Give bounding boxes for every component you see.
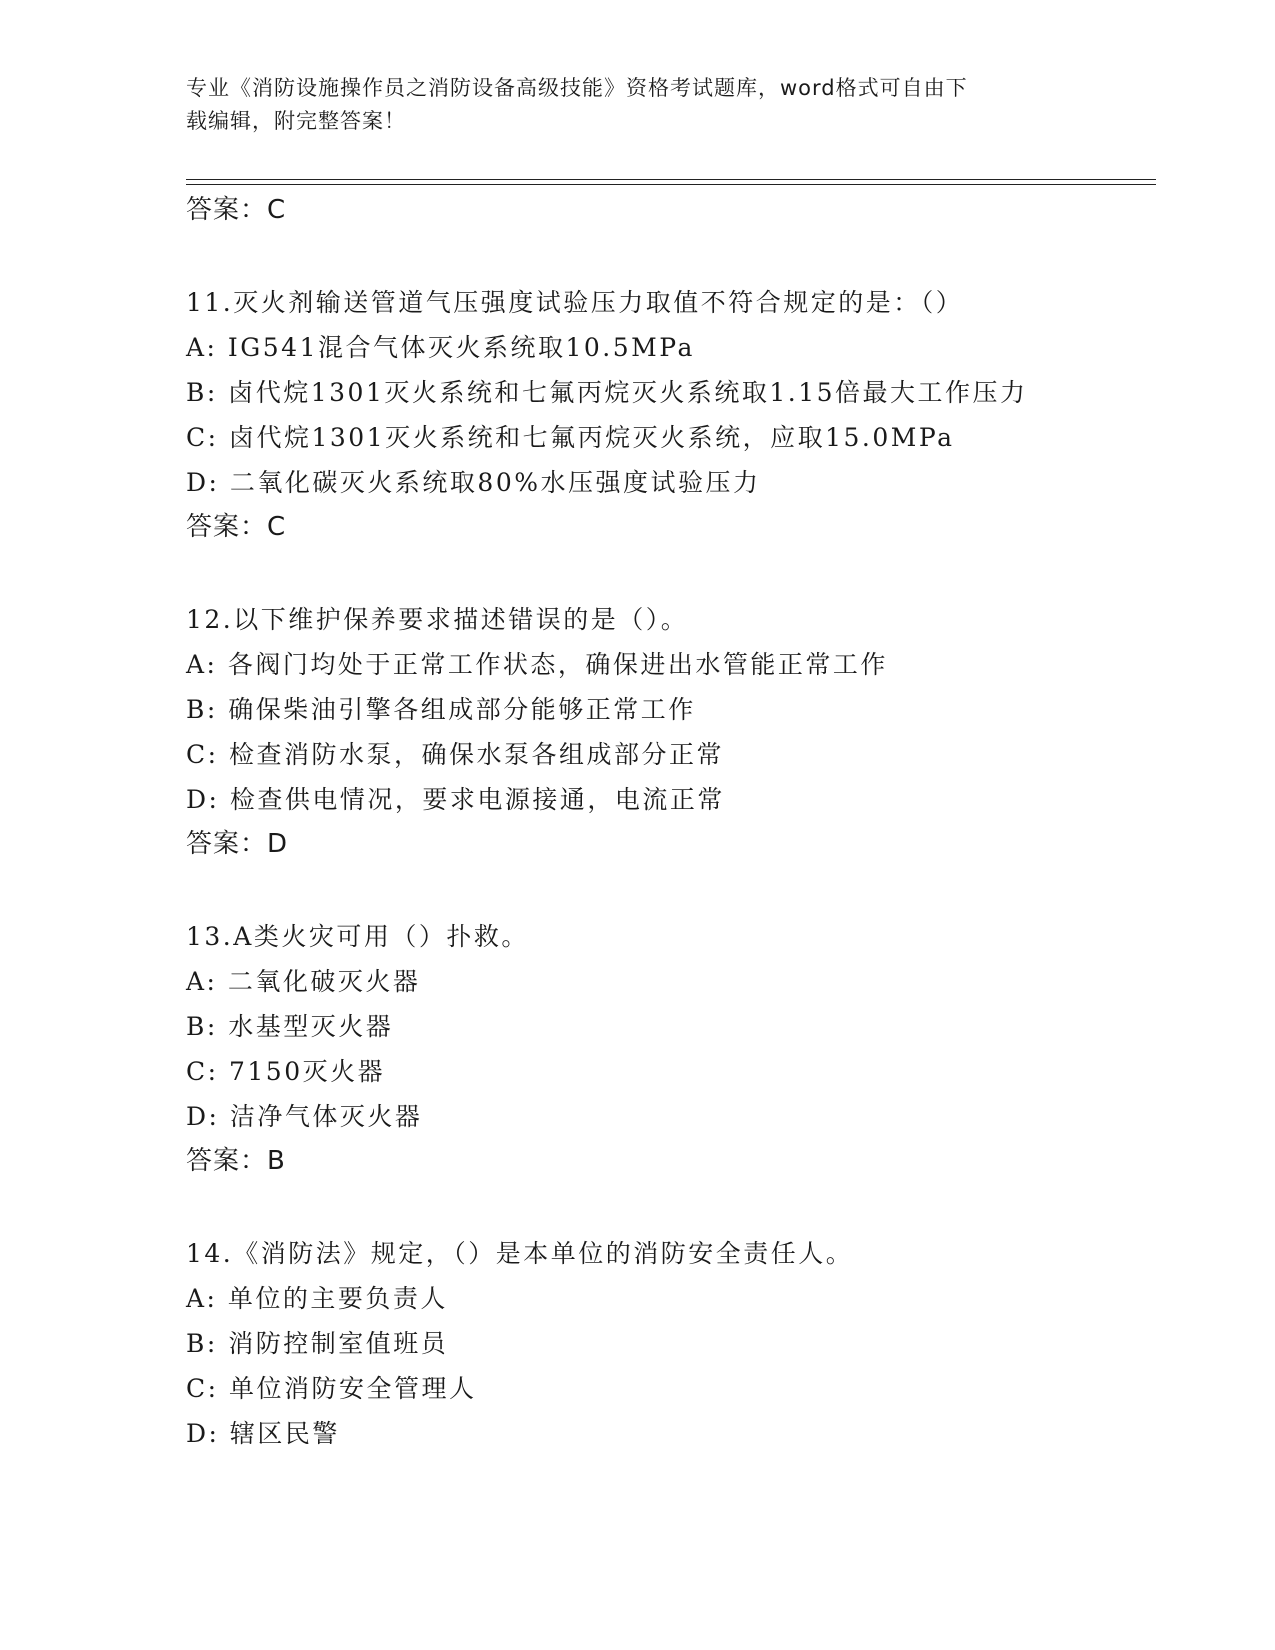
- question-list: [186, 188, 1146, 1456]
- question-stem: 11.灭火剂输送管道气压强度试验压力取值不符合规定的是：（）: [186, 288, 964, 317]
- option-c: C: 单位消防安全管理人: [186, 1374, 477, 1403]
- header-divider-top: [186, 179, 1156, 180]
- header-divider-bottom: [186, 184, 1156, 185]
- spacer: [186, 867, 1146, 914]
- question-12: [186, 597, 1146, 867]
- document-header: [186, 72, 1066, 138]
- option-b: B: 消防控制室值班员: [186, 1329, 449, 1358]
- option-b: B: 水基型灭火器: [186, 1012, 394, 1041]
- spacer: [186, 233, 1146, 280]
- option-d: D: 二氧化碳灭火系统取80%水压强度试验压力: [186, 468, 761, 497]
- question-stem: 12.以下维护保养要求描述错误的是（）。: [186, 605, 689, 634]
- option-c: C: 7150灭火器: [186, 1057, 386, 1086]
- answer: 答案：D: [186, 829, 289, 859]
- question-stem: 13.A类火灾可用（）扑救。: [186, 922, 529, 951]
- answer: 答案：B: [186, 1146, 286, 1176]
- option-a: A: 二氧化破灭火器: [186, 967, 421, 996]
- question-11: [186, 280, 1146, 550]
- spacer: [186, 550, 1146, 597]
- answer: 答案：C: [186, 512, 287, 542]
- option-b: B: 卤代烷1301灭火系统和七氟丙烷灭火系统取1.15倍最大工作压力: [186, 378, 1028, 407]
- spacer: [186, 1184, 1146, 1231]
- option-a: A: IG541混合气体灭火系统取10.5MPa: [186, 333, 695, 362]
- option-d: D: 洁净气体灭火器: [186, 1102, 423, 1131]
- option-b: B: 确保柴油引擎各组成部分能够正常工作: [186, 695, 696, 724]
- option-d: D: 辖区民警: [186, 1419, 340, 1448]
- question-14: [186, 1231, 1146, 1456]
- question-13: [186, 914, 1146, 1184]
- header-line-2: 载编辑，附完整答案！: [186, 109, 406, 133]
- option-a: A: 各阀门均处于正常工作状态，确保进出水管能正常工作: [186, 650, 888, 679]
- question-stem: 14.《消防法》规定，（）是本单位的消防安全责任人。: [186, 1239, 854, 1268]
- previous-answer: 答案：C: [186, 195, 287, 225]
- header-line-1: 专业《消防设施操作员之消防设备高级技能》资格考试题库，word格式可自由下: [186, 76, 968, 100]
- option-d: D: 检查供电情况，要求电源接通，电流正常: [186, 785, 725, 814]
- option-c: C: 卤代烷1301灭火系统和七氟丙烷灭火系统，应取15.0MPa: [186, 423, 955, 452]
- option-a: A: 单位的主要负责人: [186, 1284, 448, 1313]
- option-c: C: 检查消防水泵，确保水泵各组成部分正常: [186, 740, 724, 769]
